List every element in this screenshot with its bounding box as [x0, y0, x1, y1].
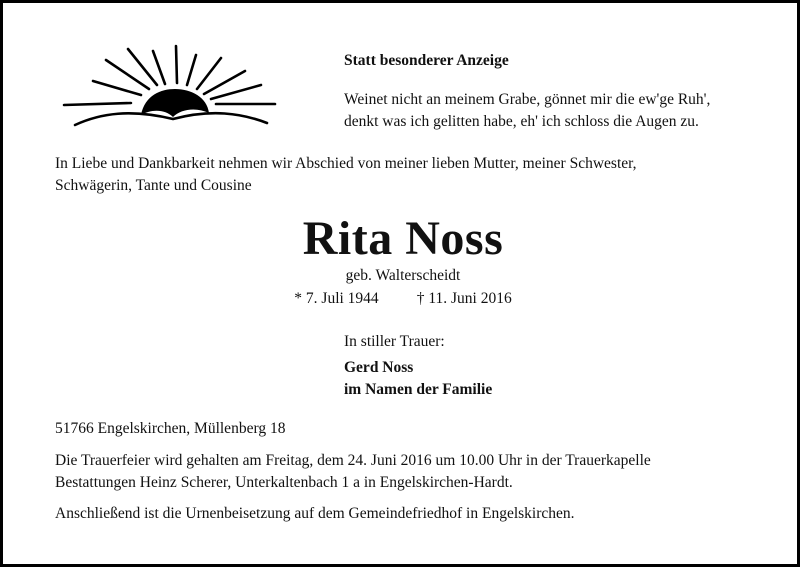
- deceased-name: Rita Noss: [302, 212, 504, 265]
- poem-line-1: Weinet nicht an meinem Grabe, gönnet mir die ew'ge Ruh',: [344, 91, 711, 108]
- sunset-book-icon: [61, 43, 281, 133]
- burial-info: Anschließend ist die Urnenbeisetzung auf dem Gemeindefriedhof in Engelskirchen.: [55, 505, 575, 522]
- birth-date: * 7. Juli 1944: [294, 290, 379, 307]
- farewell-line-1: In Liebe und Dankbarkeit nehmen wir Abschied von meiner lieben Mutter, meiner Schwester,: [55, 155, 637, 172]
- maiden-name: geb. Walterscheidt: [345, 267, 461, 284]
- poem-line-2: denkt was ich gelitten habe, eh' ich schloss die Augen zu.: [344, 113, 699, 130]
- death-date: † 11. Juni 2016: [416, 290, 512, 307]
- notice-intro: Statt besonderer Anzeige: [344, 52, 509, 69]
- life-dates: [3, 288, 800, 310]
- mourner-family: im Namen der Familie: [344, 381, 493, 398]
- mourning-label: In stiller Trauer:: [344, 333, 445, 350]
- farewell-line-2: Schwägerin, Tante und Cousine: [55, 177, 252, 194]
- address: 51766 Engelskirchen, Müllenberg 18: [55, 420, 286, 437]
- service-line-2: Bestattungen Heinz Scherer, Unterkaltenbach 1 a in Engelskirchen-Hardt.: [55, 474, 513, 491]
- service-line-1: Die Trauerfeier wird gehalten am Freitag, dem 24. Juni 2016 um 10.00 Uhr in der Trauerkapelle: [55, 452, 651, 469]
- mourner-name: Gerd Noss: [344, 359, 414, 376]
